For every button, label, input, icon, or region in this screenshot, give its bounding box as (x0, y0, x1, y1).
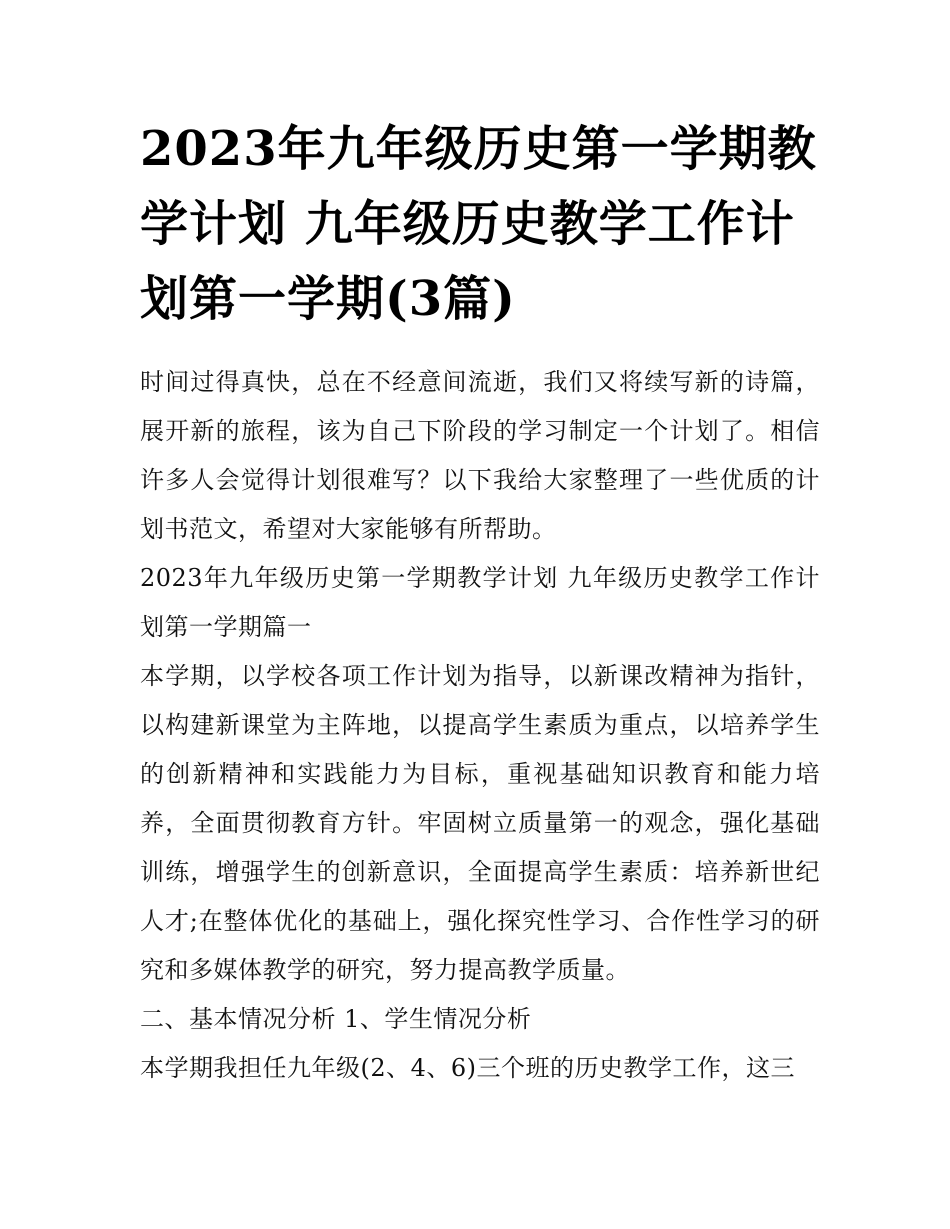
situation-analysis-heading: 二、基本情况分析 1、学生情况分析 (140, 1005, 532, 1033)
document-title: 2023年九年级历史第一学期教学计划 九年级历史教学工作计划第一学期(3篇) (140, 121, 817, 327)
intro-paragraph: 时间过得真快，总在不经意间流逝，我们又将续写新的诗篇，展开新的旅程，该为自己下阶段的学习制定一个计划了。相信许多人会觉得计划很难写？以下我给大家整理了一些优质的计划书范文，希望对大家能够有所帮助。 (140, 368, 820, 543)
section-heading-part-one: 2023年九年级历史第一学期教学计划 九年级历史教学工作计划第一学期篇一 (140, 564, 820, 641)
document-body (140, 358, 820, 1093)
guiding-principles-paragraph: 本学期，以学校各项工作计划为指导，以新课改精神为指针，以构建新课堂为主阵地，以提高学生素质为重点，以培养学生的创新精神和实践能力为目标，重视基础知识教育和能力培养，全面贯彻教育方针。牢固树立质量第一的观念，强化基础训练，增强学生的创新意识，全面提高学生素质：培养新世纪人才;在整体优化的基础上，强化探究性学习、合作性学习的研究和多媒体教学的研究，努力提高教学质量。 (140, 662, 820, 984)
student-situation-paragraph: 本学期我担任九年级(2、4、6)三个班的历史教学工作，这三 (140, 1054, 796, 1082)
